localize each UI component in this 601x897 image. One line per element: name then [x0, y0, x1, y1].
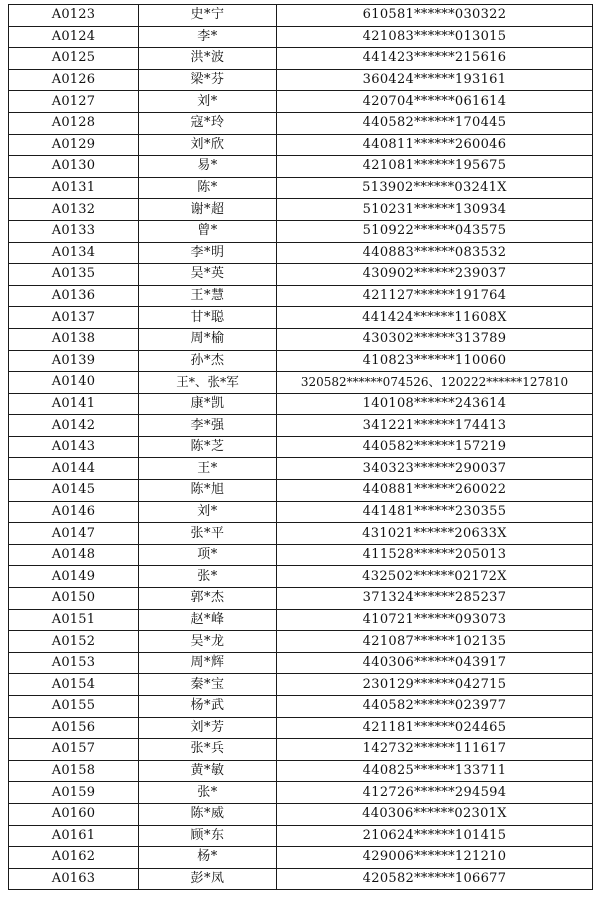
row-name-cell: 周*榆	[139, 328, 277, 350]
row-name-cell: 易*	[139, 156, 277, 178]
row-code-cell: A0134	[9, 242, 139, 264]
row-id-number-cell: 441424******11608X	[277, 307, 593, 329]
row-code-cell: A0155	[9, 696, 139, 718]
row-name-cell: 张*兵	[139, 739, 277, 761]
row-name-cell: 李*强	[139, 415, 277, 437]
table-row	[9, 652, 593, 674]
row-id-number-cell: 610581******030322	[277, 5, 593, 27]
table-row	[9, 264, 593, 286]
row-name-cell: 王*	[139, 458, 277, 480]
row-name-cell: 刘*	[139, 501, 277, 523]
row-code-cell: A0153	[9, 652, 139, 674]
row-id-number-cell: 441423******215616	[277, 48, 593, 70]
row-name-cell: 赵*峰	[139, 609, 277, 631]
row-name-cell: 杨*	[139, 847, 277, 869]
table-row	[9, 544, 593, 566]
table-row	[9, 415, 593, 437]
row-id-number-cell: 341221******174413	[277, 415, 593, 437]
table-row	[9, 631, 593, 653]
row-code-cell: A0160	[9, 803, 139, 825]
row-name-cell: 孙*杰	[139, 350, 277, 372]
row-name-cell: 康*凯	[139, 393, 277, 415]
table-row	[9, 91, 593, 113]
row-id-number-cell: 440306******043917	[277, 652, 593, 674]
row-name-cell: 秦*宝	[139, 674, 277, 696]
row-id-number-cell: 230129******042715	[277, 674, 593, 696]
table-row	[9, 134, 593, 156]
row-name-cell: 周*辉	[139, 652, 277, 674]
row-code-cell: A0144	[9, 458, 139, 480]
row-name-cell: 顾*东	[139, 825, 277, 847]
row-name-cell: 刘*	[139, 91, 277, 113]
table-row	[9, 220, 593, 242]
row-code-cell: A0143	[9, 436, 139, 458]
table-row	[9, 242, 593, 264]
table-row	[9, 501, 593, 523]
row-code-cell: A0125	[9, 48, 139, 70]
table-row	[9, 69, 593, 91]
row-code-cell: A0150	[9, 588, 139, 610]
row-id-number-cell: 440811******260046	[277, 134, 593, 156]
row-id-number-cell: 421083******013015	[277, 26, 593, 48]
row-name-cell: 陈*	[139, 177, 277, 199]
row-code-cell: A0162	[9, 847, 139, 869]
row-code-cell: A0163	[9, 868, 139, 890]
row-id-number-cell: 412726******294594	[277, 782, 593, 804]
table-row	[9, 566, 593, 588]
row-code-cell: A0161	[9, 825, 139, 847]
roster-table	[8, 4, 593, 890]
row-code-cell: A0152	[9, 631, 139, 653]
row-id-number-cell: 440582******170445	[277, 112, 593, 134]
row-name-cell: 洪*波	[139, 48, 277, 70]
row-id-number-cell: 431021******20633X	[277, 523, 593, 545]
row-id-number-cell: 421087******102135	[277, 631, 593, 653]
table-row	[9, 760, 593, 782]
row-code-cell: A0140	[9, 372, 139, 394]
row-name-cell: 项*	[139, 544, 277, 566]
row-name-cell: 寇*玲	[139, 112, 277, 134]
row-id-number-cell: 510922******043575	[277, 220, 593, 242]
row-name-cell: 彭*凤	[139, 868, 277, 890]
row-code-cell: A0137	[9, 307, 139, 329]
row-id-number-cell: 142732******111617	[277, 739, 593, 761]
row-name-cell: 张*	[139, 566, 277, 588]
row-code-cell: A0129	[9, 134, 139, 156]
table-row	[9, 156, 593, 178]
row-code-cell: A0157	[9, 739, 139, 761]
roster-body	[9, 5, 593, 890]
row-id-number-cell: 430902******239037	[277, 264, 593, 286]
row-id-number-cell: 440306******02301X	[277, 803, 593, 825]
row-code-cell: A0131	[9, 177, 139, 199]
row-code-cell: A0145	[9, 480, 139, 502]
row-id-number-cell: 410721******093073	[277, 609, 593, 631]
row-code-cell: A0142	[9, 415, 139, 437]
table-row	[9, 307, 593, 329]
table-row	[9, 26, 593, 48]
row-code-cell: A0139	[9, 350, 139, 372]
row-code-cell: A0146	[9, 501, 139, 523]
row-code-cell: A0147	[9, 523, 139, 545]
row-id-number-cell: 440881******260022	[277, 480, 593, 502]
row-id-number-cell: 440825******133711	[277, 760, 593, 782]
row-code-cell: A0151	[9, 609, 139, 631]
row-id-number-cell: 510231******130934	[277, 199, 593, 221]
row-code-cell: A0149	[9, 566, 139, 588]
row-name-cell: 谢*超	[139, 199, 277, 221]
row-code-cell: A0148	[9, 544, 139, 566]
roster-sheet	[8, 4, 592, 890]
row-name-cell: 张*平	[139, 523, 277, 545]
row-id-number-cell: 410823******110060	[277, 350, 593, 372]
row-name-cell: 张*	[139, 782, 277, 804]
row-code-cell: A0154	[9, 674, 139, 696]
row-id-number-cell: 421181******024465	[277, 717, 593, 739]
table-row	[9, 393, 593, 415]
table-row	[9, 48, 593, 70]
row-name-cell: 黄*敏	[139, 760, 277, 782]
table-row	[9, 674, 593, 696]
row-id-number-cell: 513902******03241X	[277, 177, 593, 199]
row-id-number-cell: 421081******195675	[277, 156, 593, 178]
table-row	[9, 372, 593, 394]
row-name-cell: 陈*旭	[139, 480, 277, 502]
row-name-cell: 刘*芳	[139, 717, 277, 739]
table-row	[9, 523, 593, 545]
row-id-number-cell: 371324******285237	[277, 588, 593, 610]
row-id-number-cell: 440883******083532	[277, 242, 593, 264]
table-row	[9, 588, 593, 610]
row-id-number-cell: 340323******290037	[277, 458, 593, 480]
table-row	[9, 717, 593, 739]
table-row	[9, 803, 593, 825]
row-name-cell: 李*	[139, 26, 277, 48]
table-row	[9, 328, 593, 350]
row-code-cell: A0124	[9, 26, 139, 48]
table-row	[9, 739, 593, 761]
row-code-cell: A0158	[9, 760, 139, 782]
row-id-number-cell: 320582******074526、120222******127810	[277, 372, 593, 394]
row-id-number-cell: 140108******243614	[277, 393, 593, 415]
row-id-number-cell: 430302******313789	[277, 328, 593, 350]
row-code-cell: A0141	[9, 393, 139, 415]
table-row	[9, 480, 593, 502]
row-id-number-cell: 432502******02172X	[277, 566, 593, 588]
row-name-cell: 史*宁	[139, 5, 277, 27]
row-name-cell: 吴*英	[139, 264, 277, 286]
row-code-cell: A0127	[9, 91, 139, 113]
row-name-cell: 王*慧	[139, 285, 277, 307]
row-code-cell: A0156	[9, 717, 139, 739]
table-row	[9, 112, 593, 134]
row-name-cell: 曾*	[139, 220, 277, 242]
row-code-cell: A0126	[9, 69, 139, 91]
row-name-cell: 刘*欣	[139, 134, 277, 156]
row-name-cell: 郭*杰	[139, 588, 277, 610]
table-row	[9, 285, 593, 307]
table-row	[9, 782, 593, 804]
row-id-number-cell: 411528******205013	[277, 544, 593, 566]
row-code-cell: A0136	[9, 285, 139, 307]
row-code-cell: A0132	[9, 199, 139, 221]
row-id-number-cell: 440582******023977	[277, 696, 593, 718]
row-id-number-cell: 210624******101415	[277, 825, 593, 847]
table-row	[9, 177, 593, 199]
row-name-cell: 杨*武	[139, 696, 277, 718]
table-row	[9, 436, 593, 458]
row-code-cell: A0135	[9, 264, 139, 286]
row-id-number-cell: 440582******157219	[277, 436, 593, 458]
row-name-cell: 王*、张*军	[139, 372, 277, 394]
row-code-cell: A0159	[9, 782, 139, 804]
table-row	[9, 609, 593, 631]
row-code-cell: A0138	[9, 328, 139, 350]
row-name-cell: 李*明	[139, 242, 277, 264]
row-code-cell: A0123	[9, 5, 139, 27]
row-name-cell: 甘*聪	[139, 307, 277, 329]
row-name-cell: 吴*龙	[139, 631, 277, 653]
row-name-cell: 陈*芝	[139, 436, 277, 458]
row-id-number-cell: 421127******191764	[277, 285, 593, 307]
table-row	[9, 458, 593, 480]
row-id-number-cell: 429006******121210	[277, 847, 593, 869]
row-id-number-cell: 420582******106677	[277, 868, 593, 890]
table-row	[9, 868, 593, 890]
table-row	[9, 847, 593, 869]
table-row	[9, 350, 593, 372]
table-row	[9, 825, 593, 847]
table-row	[9, 199, 593, 221]
row-id-number-cell: 360424******193161	[277, 69, 593, 91]
row-id-number-cell: 441481******230355	[277, 501, 593, 523]
table-row	[9, 696, 593, 718]
row-code-cell: A0130	[9, 156, 139, 178]
row-code-cell: A0128	[9, 112, 139, 134]
row-code-cell: A0133	[9, 220, 139, 242]
table-row	[9, 5, 593, 27]
row-name-cell: 陈*威	[139, 803, 277, 825]
row-name-cell: 梁*芬	[139, 69, 277, 91]
row-id-number-cell: 420704******061614	[277, 91, 593, 113]
